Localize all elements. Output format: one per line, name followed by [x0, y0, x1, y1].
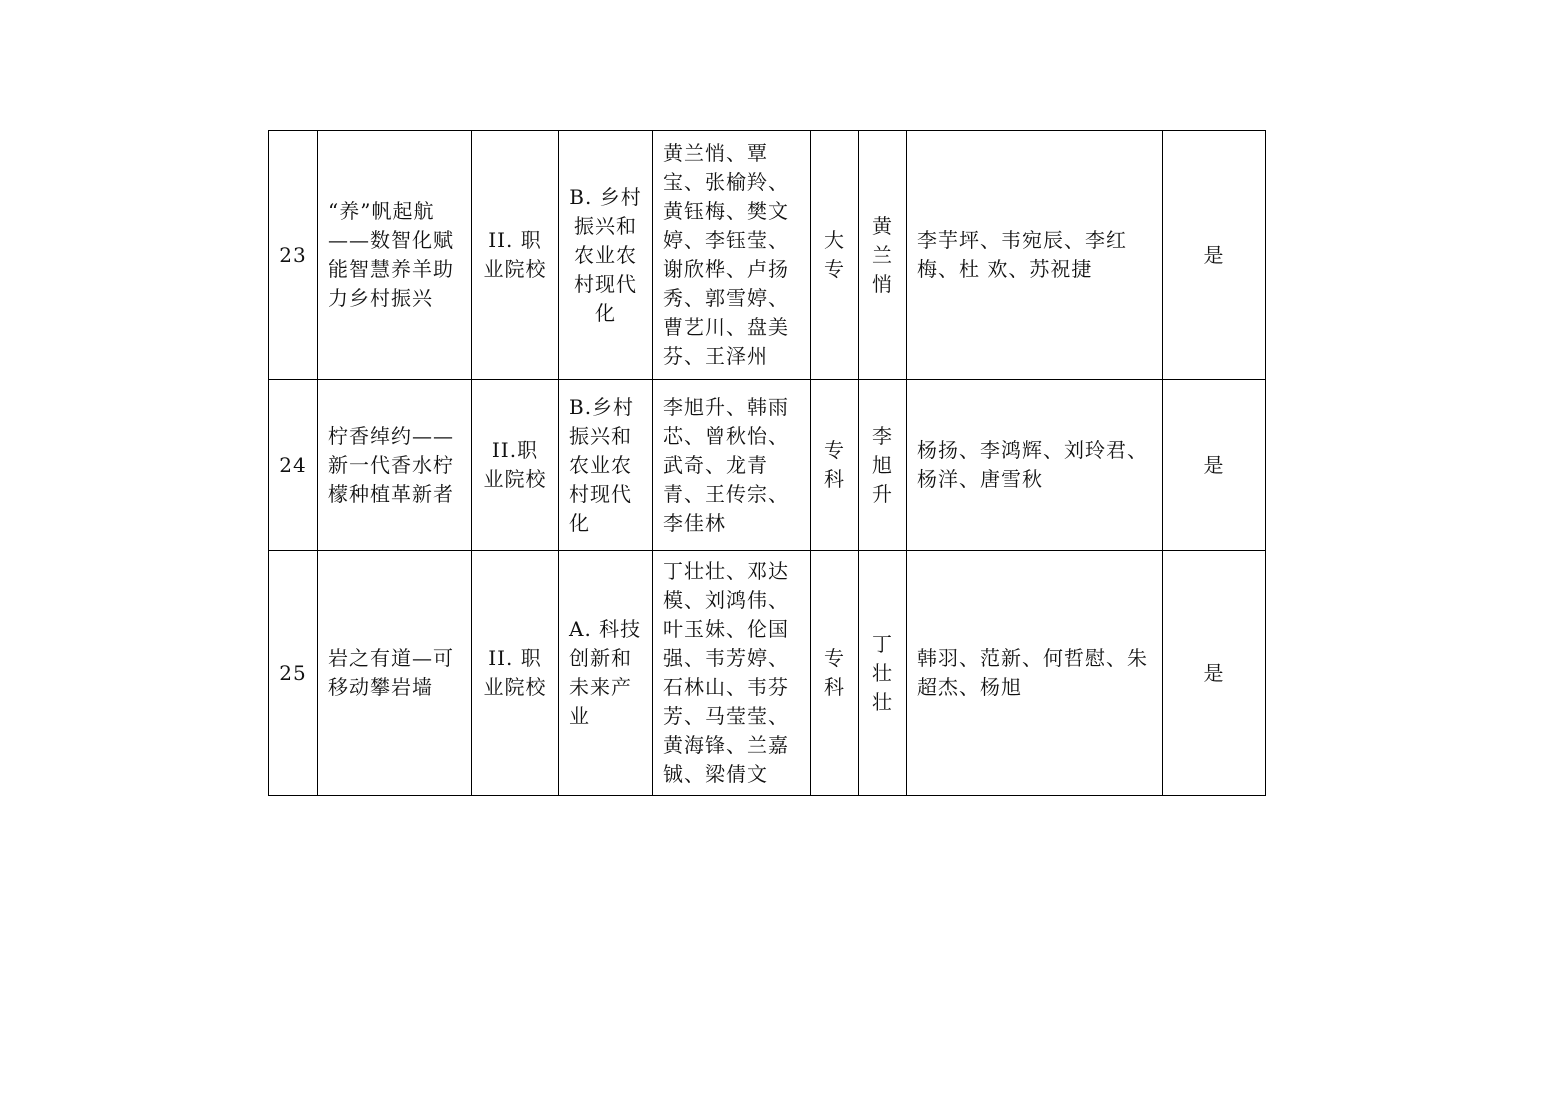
status-value: 是	[1163, 131, 1266, 380]
team-members: 李旭升、韩雨芯、曾秋怡、武奇、龙青青、王传宗、李佳林	[653, 380, 811, 551]
table-row	[269, 551, 1266, 796]
advisors: 李芋坪、韦宛辰、李红梅、杜 欢、苏祝捷	[907, 131, 1163, 380]
competition-group: II.职业院校	[472, 380, 559, 551]
education-level: 大专	[811, 131, 859, 380]
competition-track: B. 乡村振兴和农业农村现代化	[559, 131, 653, 380]
status-value: 是	[1163, 380, 1266, 551]
competition-group: II. 职业院校	[472, 551, 559, 796]
project-name: 柠香绰约——新一代香水柠檬种植革新者	[318, 380, 472, 551]
education-level: 专科	[811, 551, 859, 796]
table-row	[269, 131, 1266, 380]
row-index: 23	[269, 131, 318, 380]
team-leader: 丁壮壮	[859, 551, 907, 796]
project-table	[268, 130, 1266, 796]
competition-track: B.乡村振兴和农业农村现代化	[559, 380, 653, 551]
advisors: 杨扬、李鸿辉、刘玲君、杨洋、唐雪秋	[907, 380, 1163, 551]
education-level: 专科	[811, 380, 859, 551]
competition-group: II. 职业院校	[472, 131, 559, 380]
competition-track: A. 科技创新和未来产业	[559, 551, 653, 796]
advisors: 韩羽、范新、何哲慰、朱超杰、杨旭	[907, 551, 1163, 796]
team-members: 黄兰悄、覃宝、张榆羚、黄钰梅、樊文婷、李钰莹、谢欣桦、卢扬秀、郭雪婷、曹艺川、盘美芬、王泽州	[653, 131, 811, 380]
row-index: 24	[269, 380, 318, 551]
team-leader: 李旭升	[859, 380, 907, 551]
project-name: 岩之有道—可移动攀岩墙	[318, 551, 472, 796]
row-index: 25	[269, 551, 318, 796]
team-leader: 黄兰悄	[859, 131, 907, 380]
team-members: 丁壮壮、邓达模、刘鸿伟、叶玉妹、伦国强、韦芳婷、石林山、韦芬芳、马莹莹、黄海锋、兰嘉铖、梁倩文	[653, 551, 811, 796]
project-name: “养”帆起航——数智化赋能智慧养羊助力乡村振兴	[318, 131, 472, 380]
status-value: 是	[1163, 551, 1266, 796]
table-row	[269, 380, 1266, 551]
